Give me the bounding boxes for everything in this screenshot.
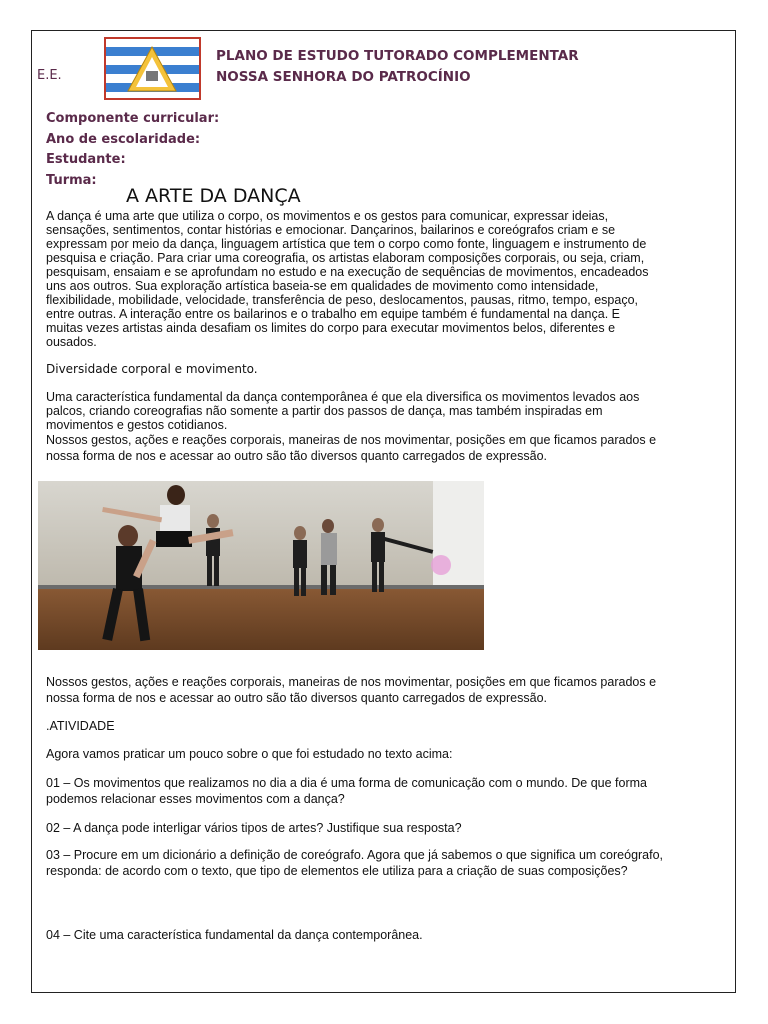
school-prefix: E.E.: [37, 68, 62, 83]
section-subheading: Diversidade corporal e movimento.: [46, 362, 258, 376]
header-title-line2: NOSSA SENHORA DO PATROCÍNIO: [216, 69, 471, 85]
header-title-line1: PLANO DE ESTUDO TUTORADO COMPLEMENTAR: [216, 48, 579, 64]
contemporary-dance-paragraph: Uma característica fundamental da dança contemporânea é que ela diversifica os movimentos levados aos palcos, criando coreografias não somente a partir dos passos de dança, mas também inspiradas em movimentos e gestos cotidianos.: [46, 390, 640, 432]
activity-heading: .ATIVIDADE: [46, 719, 115, 733]
question-04: 04 – Cite uma característica fundamental da dança contemporânea.: [46, 928, 423, 942]
question-02: 02 – A dança pode interligar vários tipos de artes? Justifique sua resposta?: [46, 821, 462, 835]
student-info-fields: [46, 109, 219, 191]
lesson-title: A ARTE DA DANÇA: [126, 185, 301, 207]
school-flag-logo: [104, 37, 201, 100]
field-ano-escolaridade: Ano de escolaridade:: [46, 131, 201, 147]
question-01: 01 – Os movimentos que realizamos no dia a dia é uma forma de comunicação com o mundo. De que forma podemos relacionar esses movimentos com a dança?: [46, 776, 648, 806]
field-componente-curricular: Componente curricular:: [46, 111, 220, 126]
question-03: 03 – Procure em um dicionário a definição de coreógrafo. Agora que já sabemos o que significa um coreógrafo, responda: de acordo com o texto, que tipo de elementos ele utiliza para a criação de suas composições?: [46, 848, 664, 878]
intro-paragraph: A dança é uma arte que utiliza o corpo, os movimentos e os gestos para comunicar, expressar ideias, sensações, sentimentos, contar histórias e emocionar. Dançarinos, bailarinos e coreógrafos criam e se expressam por meio da dança, linguagem artística que tem o corpo como fonte, linguagem e instrumento de pesquisa e criação. Para criar uma coreografia, os artistas elaboram composições corporais, ou seja, criam, pesquisam, ensaiam e se aprofundam no estudo e na execução de sequências de movimentos, encadeados uns aos outros. Sua exploração artística baseia-se em qualidades de movimento como intensidade, flexibilidade, mobilidade, velocidade, transferência de peso, deslocamentos, pausas, ritmo, tempo, espaço, entre outras. A interação entre os bailarinos e o trabalho em equipe também é fundamental na dança. E muitas vezes artistas ainda desafiam os limites do corpo para executar movimentos belos, diferentes e ousados.: [46, 209, 649, 349]
field-estudante: Estudante:: [46, 152, 126, 167]
field-turma: Turma:: [46, 172, 97, 188]
gestures-paragraph: Nossos gestos, ações e reações corporais, maneiras de nos movimentar, posições em que ficamos parados e nossa forma de nos e acessar ao outro são tão diversos quanto carregados de expressão.: [46, 433, 657, 463]
document-header: [216, 46, 579, 88]
activity-intro: Agora vamos praticar um pouco sobre o que foi estudado no texto acima:: [46, 747, 453, 761]
gestures-paragraph-repeat: Nossos gestos, ações e reações corporais, maneiras de nos movimentar, posições em que ficamos parados e nossa forma de nos e acessar ao outro são tão diversos quanto carregados de expressão.: [46, 675, 657, 705]
dance-class-photo: [38, 481, 484, 650]
